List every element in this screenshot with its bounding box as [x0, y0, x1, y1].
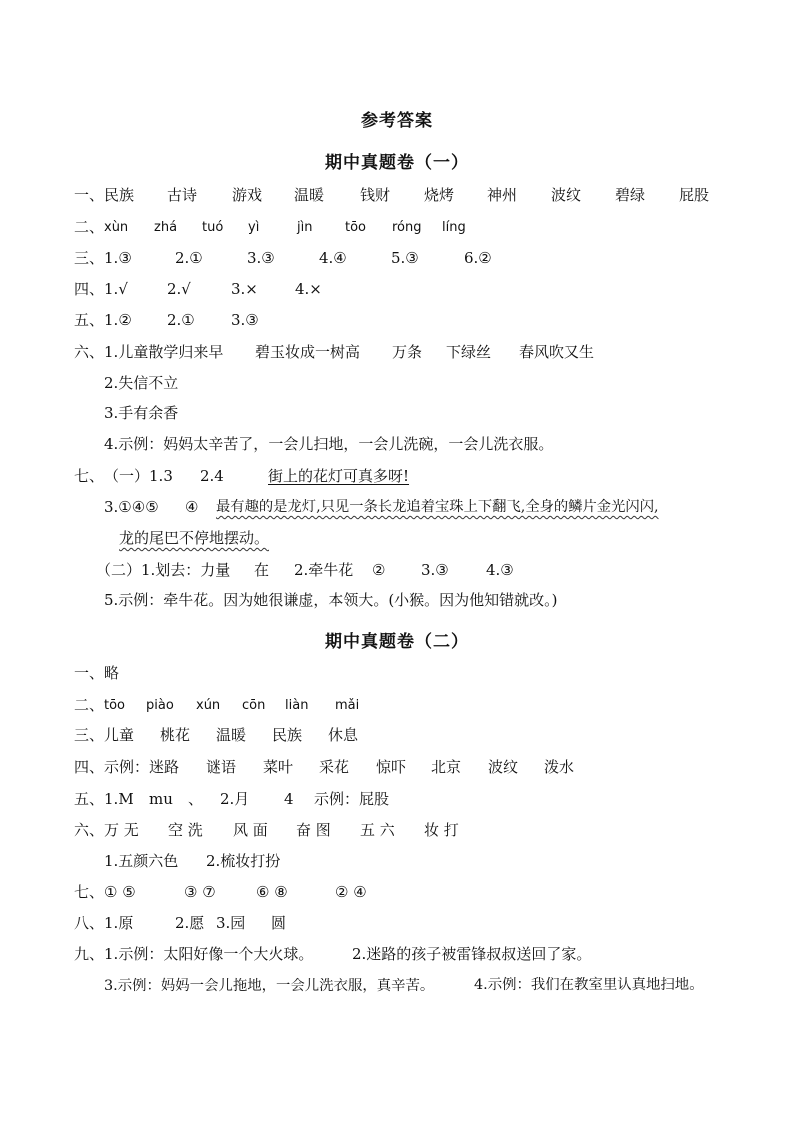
- exam2-title: 期中真题卷（二）: [325, 632, 469, 652]
- pinyin-item: piào: [146, 698, 174, 713]
- exam2-q6-line2: [104, 851, 281, 871]
- answer-item: 惊吓: [376, 758, 407, 776]
- answer-item: 万 无: [104, 821, 139, 839]
- question-number: 五、: [74, 790, 105, 808]
- exam1-q7-part2: [96, 560, 514, 580]
- answer-item: 烧烤: [424, 186, 455, 204]
- exam1-q1: [74, 185, 710, 205]
- answer-item: 波纹: [551, 186, 582, 204]
- answer-item: ① ⑤: [104, 883, 136, 901]
- exam1-q7-line5: 5.示例：牵牛花。因为她很谦虚，本领大。(小猴。因为他知错就改。): [104, 591, 558, 609]
- answer-item: 波纹: [488, 758, 519, 776]
- answer-item: 菜叶: [263, 758, 294, 776]
- answer-item: 2.①: [175, 249, 203, 267]
- question-number: 三、: [74, 249, 105, 267]
- answer-item: 空 洗: [168, 821, 203, 839]
- answer-item: 民族: [272, 726, 303, 744]
- answer-item: ②: [372, 561, 386, 579]
- answer-item: 古诗: [167, 186, 198, 204]
- answer-item: ③ ⑦: [184, 883, 216, 901]
- pinyin-item: yì: [248, 220, 260, 235]
- answer-item: 4: [284, 790, 294, 808]
- answer-item: 1.√: [104, 280, 128, 298]
- answer-item: 6.②: [464, 249, 492, 267]
- answer-item: mu: [149, 790, 173, 808]
- answer-item: 温暖: [216, 726, 247, 744]
- answer-item: 5.③: [391, 249, 419, 267]
- answer-item: 2.①: [167, 311, 195, 329]
- question-number: 九、: [74, 945, 105, 963]
- exam2-q5: [74, 789, 390, 809]
- answer-item: 1.五颜六色: [104, 852, 179, 870]
- answer-item: 2.√: [167, 280, 191, 298]
- answer-item: 3.③: [421, 561, 449, 579]
- answer-item: 1.②: [104, 311, 132, 329]
- question-number: 六、: [74, 343, 105, 361]
- pinyin-item: líng: [442, 220, 466, 235]
- pinyin-item: zhá: [154, 220, 178, 235]
- answer-item: 温暖: [294, 186, 325, 204]
- exam1-q4: [74, 279, 322, 299]
- answer-item: 屁股: [679, 186, 710, 204]
- answer-item: 2.愿: [175, 914, 205, 932]
- question-number: 四、: [74, 280, 105, 298]
- answer-item: （一）1.3: [104, 467, 173, 485]
- exam1-q2: [74, 217, 466, 237]
- answer-item: ⑥ ⑧: [256, 883, 288, 901]
- question-number: 二、: [74, 696, 105, 714]
- exam1-q6-line1: [74, 342, 595, 362]
- answer-item: 奋 图: [296, 821, 331, 839]
- answer-item: 1.原: [104, 914, 134, 932]
- answer-item: ② ④: [335, 883, 367, 901]
- answer-item: 示例：迷路: [104, 758, 180, 776]
- answer-item: 民族: [104, 186, 135, 204]
- pinyin-item: jìn: [297, 220, 313, 235]
- exam1-q6-line3: 3.手有余香: [104, 404, 179, 422]
- answer-item: 下绿丝: [446, 343, 492, 361]
- answer-item: 示例：屁股: [314, 790, 390, 808]
- answer-item: 神州: [487, 186, 518, 204]
- answer-item: 、: [188, 790, 204, 808]
- question-number: 八、: [74, 914, 105, 932]
- exam1-q3: [74, 248, 492, 268]
- answer-item: 春风吹又生: [519, 343, 595, 361]
- question-number: 六、: [74, 821, 105, 839]
- pinyin-item: tōo: [345, 220, 367, 235]
- exam1-q7-line1: [74, 466, 410, 486]
- answer-item: 1.③: [104, 249, 132, 267]
- answer-item: 3.示例：妈妈一会儿拖地，一会儿洗衣服，真辛苦。: [104, 978, 435, 994]
- answer-item: 万条: [392, 343, 423, 361]
- exam2-q2: [74, 695, 360, 715]
- question-number: 五、: [74, 311, 105, 329]
- answer-item: 4.③: [486, 561, 514, 579]
- answer-item: 谜语: [206, 758, 237, 776]
- answer-item: 3.①④⑤: [104, 498, 159, 516]
- answer-item: ④: [185, 498, 199, 516]
- pinyin-item: cōn: [242, 698, 266, 713]
- answer-item: 4.×: [295, 280, 322, 298]
- exam2-q9-line1: [74, 944, 592, 964]
- answer-item: 北京: [431, 758, 462, 776]
- pinyin-item: xùn: [104, 220, 129, 235]
- underlined-sentence: 街上的花灯可真多呀!: [268, 467, 410, 485]
- question-number: 一、: [74, 186, 105, 204]
- answer-item: 1.示例：太阳好像一个大火球。: [104, 945, 314, 963]
- exam1-q7-line3: [119, 528, 269, 548]
- answer-item: 1.M: [104, 790, 134, 808]
- answer-item: 3.③: [247, 249, 275, 267]
- answer-item: 3.园: [216, 914, 246, 932]
- pinyin-item: liàn: [285, 698, 309, 713]
- exam1-title: 期中真题卷（一）: [325, 153, 469, 173]
- answer-item: 2.月: [220, 790, 250, 808]
- answer-item: 妆 打: [424, 821, 459, 839]
- answer-item: 碧绿: [615, 186, 646, 204]
- pinyin-item: róng: [392, 220, 422, 235]
- answer-item: 游戏: [232, 186, 263, 204]
- answer-item: 采花: [319, 758, 350, 776]
- pinyin-item: tuó: [202, 220, 224, 235]
- question-number: 一、: [74, 664, 105, 682]
- answer-item: 泼水: [544, 758, 575, 776]
- answer-item: 4.④: [319, 249, 347, 267]
- answer-item: 2.牵牛花: [294, 561, 354, 579]
- answer-item: 圆: [271, 914, 287, 932]
- answer-item: 2.4: [200, 467, 224, 485]
- exam2-q7: [74, 882, 367, 902]
- pinyin-item: xún: [196, 698, 221, 713]
- exam1-q6-line4: 4.示例：妈妈太辛苦了，一会儿扫地，一会儿洗碗，一会儿洗衣服。: [104, 435, 554, 453]
- exam2-q8: [74, 913, 287, 933]
- exam2-q3: [74, 725, 359, 745]
- answer-item: 2.梳妆打扮: [206, 852, 281, 870]
- question-number: 三、: [74, 726, 105, 744]
- question-number: 四、: [74, 758, 105, 776]
- question-number: 二、: [74, 218, 105, 236]
- pinyin-item: tōo: [104, 698, 126, 713]
- answer-item: 1.儿童散学归来早: [104, 343, 224, 361]
- answer-item: 在: [254, 561, 270, 579]
- page-title: 参考答案: [361, 111, 433, 131]
- answer-item: 儿童: [104, 726, 135, 744]
- exam1-q6-line2: 2.失信不立: [104, 374, 179, 392]
- answer-item: 略: [104, 664, 120, 682]
- answer-item: 3.×: [231, 280, 258, 298]
- exam1-q5: [74, 310, 259, 330]
- pinyin-item: mǎi: [335, 698, 360, 713]
- exam2-q4: [74, 757, 575, 777]
- exam2-q6-line1: [74, 820, 459, 840]
- exam1-q7-line2: [104, 497, 659, 517]
- answer-item: 2.迷路的孩子被雷锋叔叔送回了家。: [352, 945, 592, 963]
- exam2-q1: [74, 663, 119, 683]
- question-number: 七、: [74, 467, 105, 485]
- question-number: 七、: [74, 883, 105, 901]
- exam2-q9-line2: [104, 975, 704, 996]
- answer-item: 3.③: [231, 311, 259, 329]
- answer-item: 钱财: [360, 186, 391, 204]
- wavy-underlined-sentence: 最有趣的是龙灯,只见一条长龙追着宝珠上下翻飞,全身的鳞片金光闪闪,: [216, 499, 659, 515]
- answer-item: 碧玉妆成一树高: [255, 343, 361, 361]
- answer-item: 风 面: [233, 821, 268, 839]
- wavy-underlined-sentence: 龙的尾巴不停地摆动。: [119, 529, 270, 547]
- answer-item: 休息: [328, 726, 359, 744]
- answer-item: 桃花: [160, 726, 191, 744]
- answer-item: （二）1.划去：力量: [96, 561, 231, 579]
- answer-item: 4.示例：我们在教室里认真地扫地。: [474, 977, 704, 993]
- answer-item: 五 六: [360, 821, 395, 839]
